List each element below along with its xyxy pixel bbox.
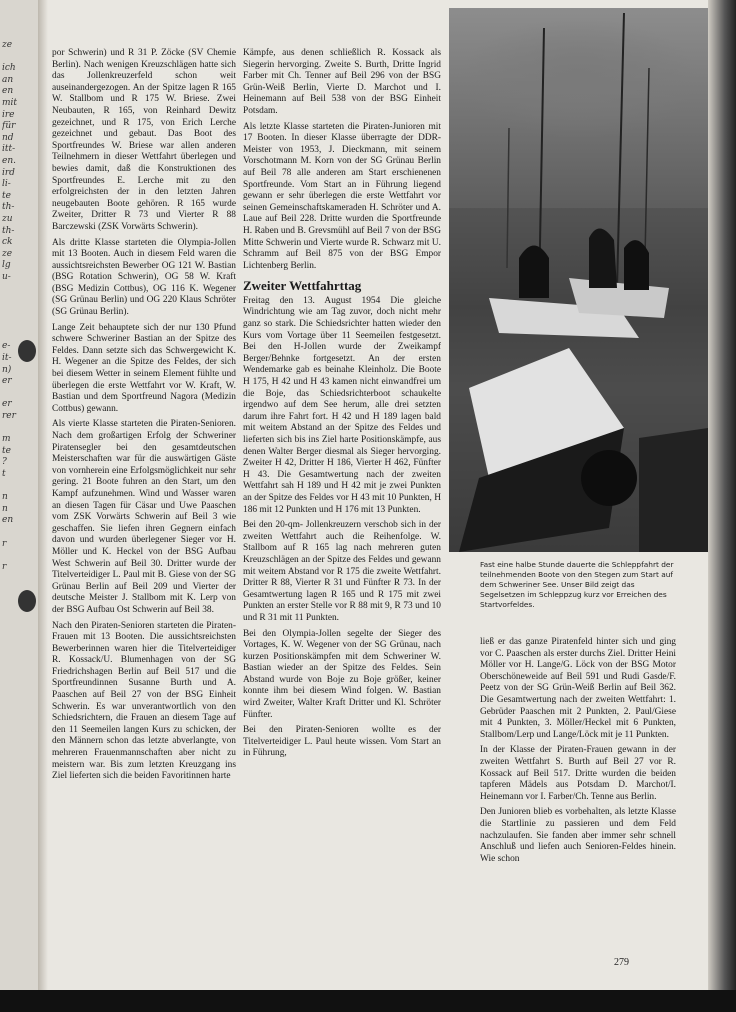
binding-shadow [708, 0, 736, 990]
section-heading: Zweiter Wettfahrttag [243, 278, 362, 294]
paragraph: In der Klasse der Piraten-Frauen gewann in der zweiten Wettfahrt S. Burth auf Beil 27 vor R. Kossack auf Beil 517. Dritte wurden die beiden tapferen Mädels aus Potsdam D. Marchot/I. Heinemann vor I. Farber/Ch. Tenne aus Berlin. [480, 745, 676, 802]
previous-page-text-fragments: ze ich an en mit ire für nd itt- en. ird li- te th- zu th- ck ze lg u- e- it- n) er er rer m te ? t n n en r r [2, 40, 18, 572]
photo-caption: Fast eine halbe Stunde dauerte die Schleppfahrt der teilnehmenden Boote von den Stegen zum Start auf dem Schweriner See. Unser Bild zeigt das Segelsetzen im Schleppzug kurz vor Erreichen des Startvorfeldes. [480, 560, 674, 609]
paragraph: Nach den Piraten-Senioren starteten die Piraten-Frauen mit 13 Booten. Die aussichtsreichsten Bewerberinnen waren hier die Titelverteidiger R. Kossack/U. Blumenhagen von der SG Friedrichshagen Berlin auf Beil 517 und die Sportfreundinnen Susanne Burth und A. Paaschen auf Beil 27 von der BSG Einheit Schwerin. Es war unverantwortlich von den Schiedsrichtern, die Frauen an diesem Tage auf den 11 Seemeilen langen Kurs zu schicken, der den Männern schon das letzte abverlangte, von mehreren Frauenmannschaften aber nicht zu meistern war. Bis zum letzten Kreuzgang ins Ziel lieferten sich die beiden Favoritinnen harte [52, 620, 236, 782]
paragraph: Lange Zeit behauptete sich der nur 130 Pfund schwere Schweriner Bastian an der Spitze des Feldes. Dann setzte sich das Schwergewicht K. H. Wegener an die Spitze des Feldes, der sich bei diesem Wetter in seinem Element fühlte und überlegen die erste Wettfahrt vor W. Kraft, W. Bastian und dem Sportfreund Nagora (Medizin Cottbus) gewann. [52, 322, 236, 414]
paragraph: Bei den Olympia-Jollen segelte der Sieger des Vortages, K. W. Wegener von der SG Grünau, nach kurzen Positionskämpfen mit dem Schweriner W. Bastian wieder an der Spitze des Feldes. Sein Abstand wurde von Boje zu Boje größer, keiner konnte ihm bei diesem Wind folgen. W. Bastian wird Zweiter, Walter Kraft Dritter und Kl. Schröter Fünfter. [243, 628, 441, 720]
page-number: 279 [614, 957, 629, 968]
paragraph: ließ er das ganze Piratenfeld hinter sich und ging vor C. Paaschen als erster durchs Ziel. Dritter Heini Möller vor H. Lange/G. Löck von der BSG Motor Oberschöneweide auf Beil 591 und Rudi Gasde/F. Peetz von der SG Grün-Weiß Berlin auf Beil 362. Die Gesamtwertung nach der zweiten Wettfahrt: 1. Gebrüder Paaschen mit 2 Punkten, 2. Paul/Giese mit 4 Punkten, 3. Möller/Heckel mit 6 Punkten, Stallbom/Lerp und Lange/Löck mit je 11 Punkten. [480, 637, 676, 740]
paragraph: Kämpfe, aus denen schließlich R. Kossack als Siegerin hervorging. Zweite S. Burth, Dritte Ingrid Farber mit Ch. Tenner auf Beil 296 von der BSG Grün-Weiß Berlin, Vierte D. Marchot und I. Heinemann auf Beil 538 von der BSG Einheit Potsdam. [243, 48, 441, 116]
binding-hole [18, 340, 36, 362]
sailboat-photo [449, 8, 708, 552]
paragraph: Freitag den 13. August 1954 Die gleiche Windrichtung wie am Tag zuvor, doch nicht mehr ganz so stark. Die Schiedsrichter hatten wieder den Kurs vom Vortage über 11 Seemeilen festgesetzt. Bei den H-Jollen wurde der Zweikampf Berger/Behnke fortgesetzt. An der ersten Wendemarke gab es beinahe Kleinholz. Die Boote H 175, H 42 und H 43 kamen nicht einwandfrei um die Boje, das Schiedsrichterboot schaukelte irgendwo auf dem See herum, alle drei setzten darum ihre Fahrt fort. H 42 und H 189 lagen bald mit weitem Abstand an der Spitze des Feldes und lieferten sich bis ins Ziel harte Positionskämpfe, aus denen Walter Berger diesmal als Sieger hervorging. Zweiter H 42, Dritter H 186, Vierter H 462, Fünfter H 43. Die Gesamtwertung nach der zweiten Wettfahrt sah H 189 und H 42 mit je zwei Punkten an der Spitze des Feldes vor H 43 mit 10 Punkten, H 186 mit 12 Punkten und H 176 mit 13 Punkten. [243, 295, 441, 515]
scan-background [0, 990, 736, 1012]
paragraph: por Schwerin) und R 31 P. Zöcke (SV Chemie Berlin). Nach wenigen Kreuzschlägen hatte sich das Jollenkreuzerfeld schon weit auseinandergezogen. An der Spitze lagen R 165 W. Stallbom und R 175 W. Briese. Zwei Neubauten, R 165, von Reinhard Dewitz gezeichnet, und R 175, von Erich Lerche gezeichnet und gebaut. Das Boot des Sportfreundes W. Briese war allen anderen Teilnehmern in dieser Wettfahrt überlegen und bewies damit, daß die Konstruktionen des Sportfreundes E. Lerche mit zu den erfolgreichsten der in den letzten Jahren neugebauten Boote gehören. R 165 wurde Zweiter, Dritter R 73 und Vierter R 88 Barczewski (ZSK Vorwärts Schwerin). [52, 48, 236, 232]
paragraph: Als dritte Klasse starteten die Olympia-Jollen mit 13 Booten. Auch in diesem Feld waren die aussichtsreichsten Bewerber OG 121 W. Bastian (BSG Rotation Schwerin), OG 58 W. Kraft (BSG Medizin Cottbus), OG 116 K. Wegener (SG Grünau Berlin) und OG 220 Klaus Schröter (SG Grünau Berlin). [52, 237, 236, 318]
paragraph: Den Junioren blieb es vorbehalten, als letzte Klasse die Startlinie zu passieren und dem Feld nachzulaufen. Sie fanden aber immer sehr schnell Anschluß und liefen auch Senioren-Feldes hinein. Wie schon [480, 807, 676, 864]
sailboat-photo-drawing [449, 8, 708, 552]
text-column-1 [52, 48, 236, 787]
paragraph: Bei den Piraten-Senioren wollte es der Titelverteidiger L. Paul heute wissen. Vom Start an in Führung, [243, 725, 441, 759]
page-gutter [38, 0, 48, 990]
paragraph: Bei den 20-qm- Jollenkreuzern verschob sich in der zweiten Wettfahrt auch die Reihenfolge. W. Stallbom auf R 165 lag nach mehreren guten Kreuzschlägen an der Spitze des Feldes und gewann mit weitem Abstand vor R 175 die zweite Wettfahrt. Dritter R 88, Vierter R 31 und Fünfter R 73. In der Gesamtwertung lagen R 165 und R 175 mit zwei Punkten an erster Stelle vor R 88 mit 9, R 73 und 10 und R 31 mit 11 Punkten. [243, 520, 441, 623]
text-column-2 [243, 48, 441, 764]
binding-hole [18, 590, 36, 612]
previous-page-edge [0, 0, 39, 990]
paragraph: Als vierte Klasse starteten die Piraten-Senioren. Nach dem großartigen Erfolg der Schweriner Piratensegler bei den gesamtdeutschen Meisterschaften war für die auswärtigen Gäste von vornherein eine Erfolgsmöglichkeit nur sehr gering. 21 Boote fuhren an den Start, um den Kampf aufzunehmen. Wind und Wasser waren an diesen Tagen für Cäsar und Uwe Paaschen vom ZSK Vorwärts Schwerin auf Beil 3 wie geschaffen. Sie liefen ihren Gegnern einfach davon und wurden überlegener Sieger vor H. Möller und K. Heckel von der BSG Aufbau West Schwerin auf Beil 30. Dritter wurde der Titelverteidiger L. Paul mit B. Giese von der SG Grünau Berlin auf Beil 209 und Vierter der deutsche Meister J. Stallbom mit K. Lerp von der BSG Aufbau Ost Schwerin auf Beil 38. [52, 419, 236, 615]
paragraph: Als letzte Klasse starteten die Piraten-Junioren mit 17 Booten. In dieser Klasse überragte der DDR-Meister von 1953, J. Dieckmann, mit seinem Vorschotmann M. Korn von der SG Grünau Berlin auf Beil 78 alle anderen am Start erschienenen Sportfreunde. Vom Start an in Führung liegend gewann er sehr überlegen die erste Wettfahrt vor seinen Gemeinschaftskameraden H. Schröter und A. Laue auf Beil 228. Dritte wurden die Sportfreunde H. Raben und B. Grevsmühl auf Beil 7 von der BSG Mitte Schwerin und Vierte wurde R. Schwarz mit U. Schramm auf Beil 875 von der BSG Empor Lichtenberg Berlin. [243, 121, 441, 271]
text-column-3 [480, 637, 676, 869]
